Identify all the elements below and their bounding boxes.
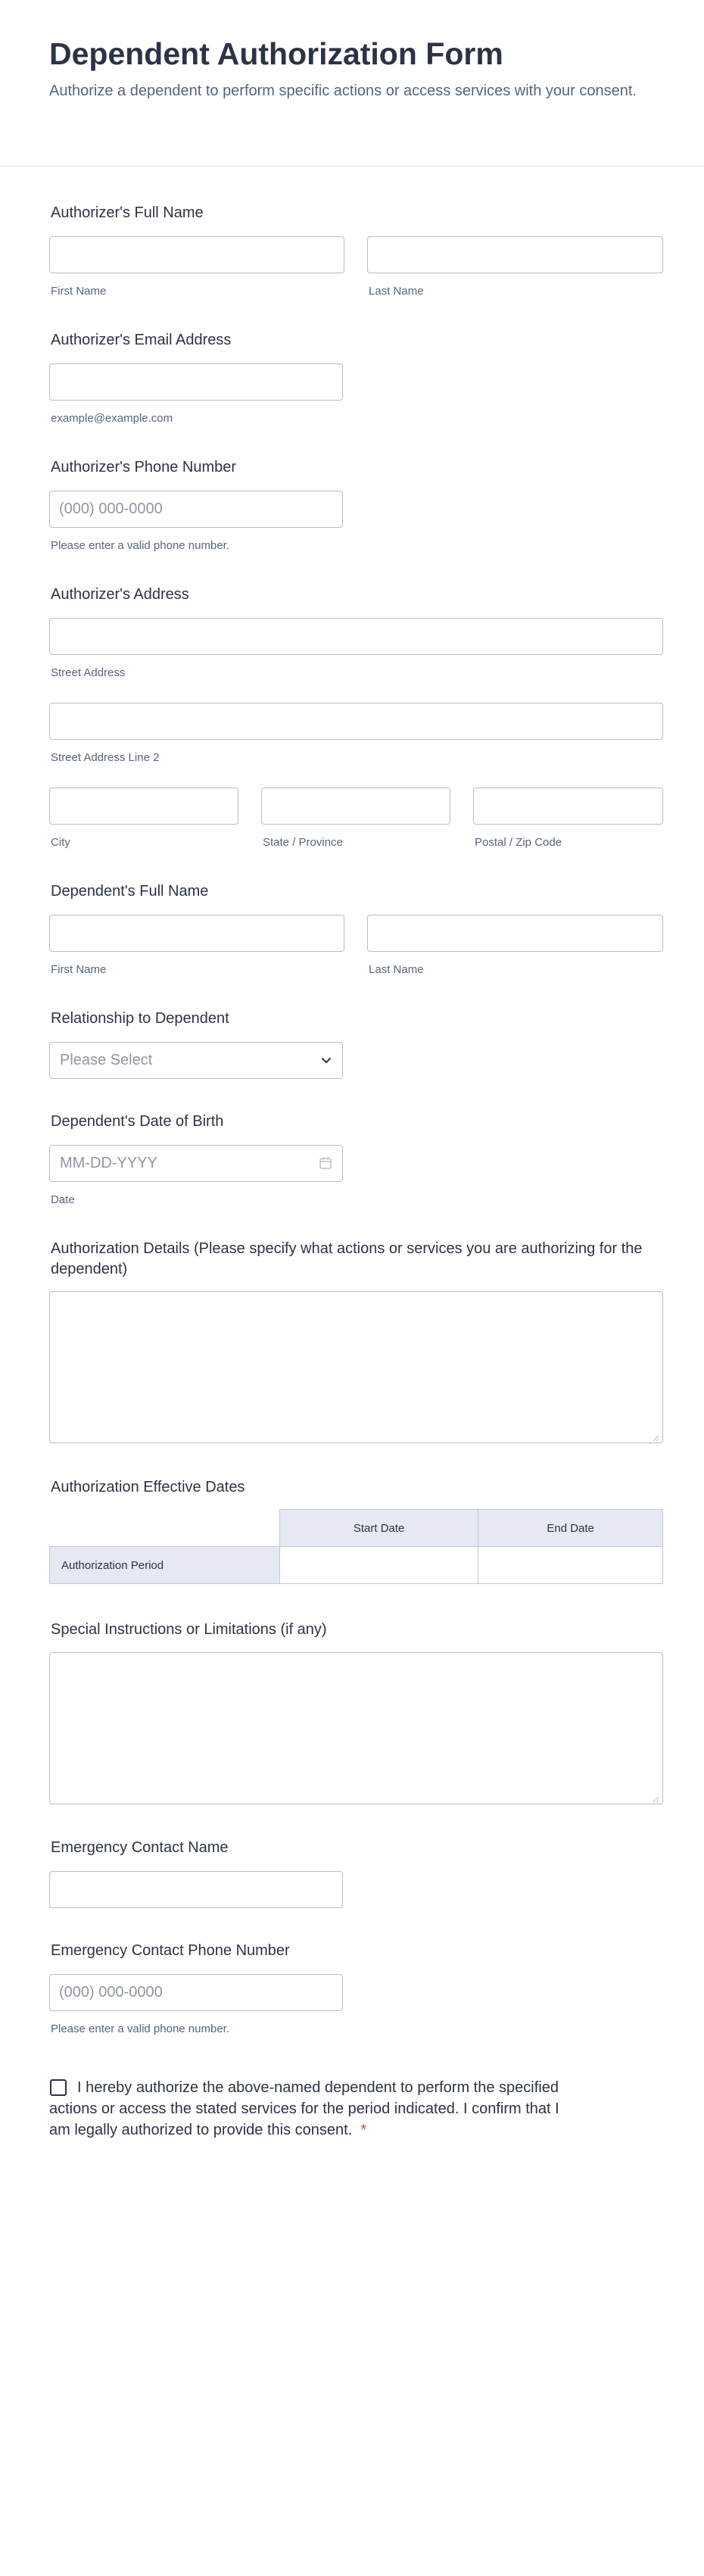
dependent-first-name-input[interactable] (49, 915, 344, 952)
form-title: Dependent Authorization Form (49, 36, 503, 71)
chevron-down-icon (319, 1053, 333, 1071)
dependent-dob-input[interactable] (49, 1145, 343, 1182)
dob-sublabel: Date (51, 1193, 75, 1206)
street-address-input[interactable] (49, 618, 663, 655)
end-date-cell[interactable] (478, 1547, 663, 1584)
state-province-sublabel: State / Province (263, 836, 343, 849)
authorization-details-label: Authorization Details (Please specify what actions or services you are authorizing for the dependent) (51, 1240, 643, 1277)
dependent-dob-label: Dependent's Date of Birth (51, 1113, 224, 1130)
street-address-sublabel: Street Address (51, 666, 126, 679)
authorizer-address-label: Authorizer's Address (51, 586, 189, 603)
effective-dates-table (49, 1509, 663, 1584)
authorizer-last-name-sublabel: Last Name (369, 285, 424, 298)
required-asterisk: * (360, 2122, 367, 2138)
relationship-select[interactable] (49, 1042, 343, 1079)
state-province-input[interactable] (261, 787, 450, 825)
street-address-line2-sublabel: Street Address Line 2 (51, 751, 160, 764)
emergency-contact-phone-input[interactable] (49, 1974, 343, 2011)
row-label-authorization-period: Authorization Period (50, 1547, 280, 1584)
authorizer-phone-input[interactable] (49, 491, 343, 528)
authorizer-email-label: Authorizer's Email Address (51, 332, 232, 348)
form-header (0, 0, 704, 167)
authorizer-first-name-input[interactable] (49, 236, 344, 273)
table-corner (50, 1510, 280, 1547)
authorizer-name-label: Authorizer's Full Name (51, 204, 204, 221)
dependent-last-name-sublabel: Last Name (369, 963, 424, 976)
postal-zip-sublabel: Postal / Zip Code (475, 836, 562, 849)
authorizer-phone-sublabel: Please enter a valid phone number. (51, 539, 229, 552)
consent-label (49, 2077, 579, 2141)
dob-placeholder: MM-DD-YYYY (60, 1155, 157, 1171)
consent-text: I hereby authorize the above-named dependent to perform the specified actions or access the stated services for the period indicated. I confirm that I am legally authorized to provide this consent. (49, 2079, 559, 2138)
resize-grip-icon[interactable] (652, 1793, 659, 1801)
table-row (50, 1547, 663, 1584)
authorizer-phone-label: Authorizer's Phone Number (51, 459, 237, 476)
dependent-last-name-input[interactable] (367, 915, 663, 952)
calendar-icon[interactable] (319, 1156, 332, 1174)
resize-grip-icon[interactable] (652, 1432, 659, 1439)
emergency-contact-name-input[interactable] (49, 1871, 343, 1908)
relationship-selected-value: Please Select (60, 1052, 153, 1068)
special-instructions-textarea[interactable] (49, 1652, 663, 1804)
start-date-cell[interactable] (280, 1547, 478, 1584)
authorizer-first-name-sublabel: First Name (51, 285, 107, 298)
dependent-name-label: Dependent's Full Name (51, 883, 209, 900)
postal-zip-input[interactable] (473, 787, 663, 825)
effective-dates-label: Authorization Effective Dates (51, 1479, 245, 1495)
column-header-end-date: End Date (478, 1510, 663, 1547)
emergency-phone-sublabel: Please enter a valid phone number. (51, 2022, 229, 2035)
authorization-details-textarea[interactable] (49, 1291, 663, 1443)
special-instructions-label: Special Instructions or Limitations (if any) (51, 1621, 327, 1638)
column-header-start-date: Start Date (280, 1510, 478, 1547)
dependent-first-name-sublabel: First Name (51, 963, 107, 976)
city-sublabel: City (51, 836, 70, 849)
emergency-contact-phone-label: Emergency Contact Phone Number (51, 1942, 290, 1959)
authorizer-email-input[interactable] (49, 363, 343, 401)
street-address-line2-input[interactable] (49, 703, 663, 740)
authorizer-email-sublabel: example@example.com (51, 412, 173, 425)
emergency-contact-name-label: Emergency Contact Name (51, 1839, 229, 1856)
city-input[interactable] (49, 787, 238, 825)
form-subtitle: Authorize a dependent to perform specific actions or access services with your consent. (49, 83, 637, 99)
authorizer-last-name-input[interactable] (367, 236, 663, 273)
relationship-label: Relationship to Dependent (51, 1010, 229, 1027)
